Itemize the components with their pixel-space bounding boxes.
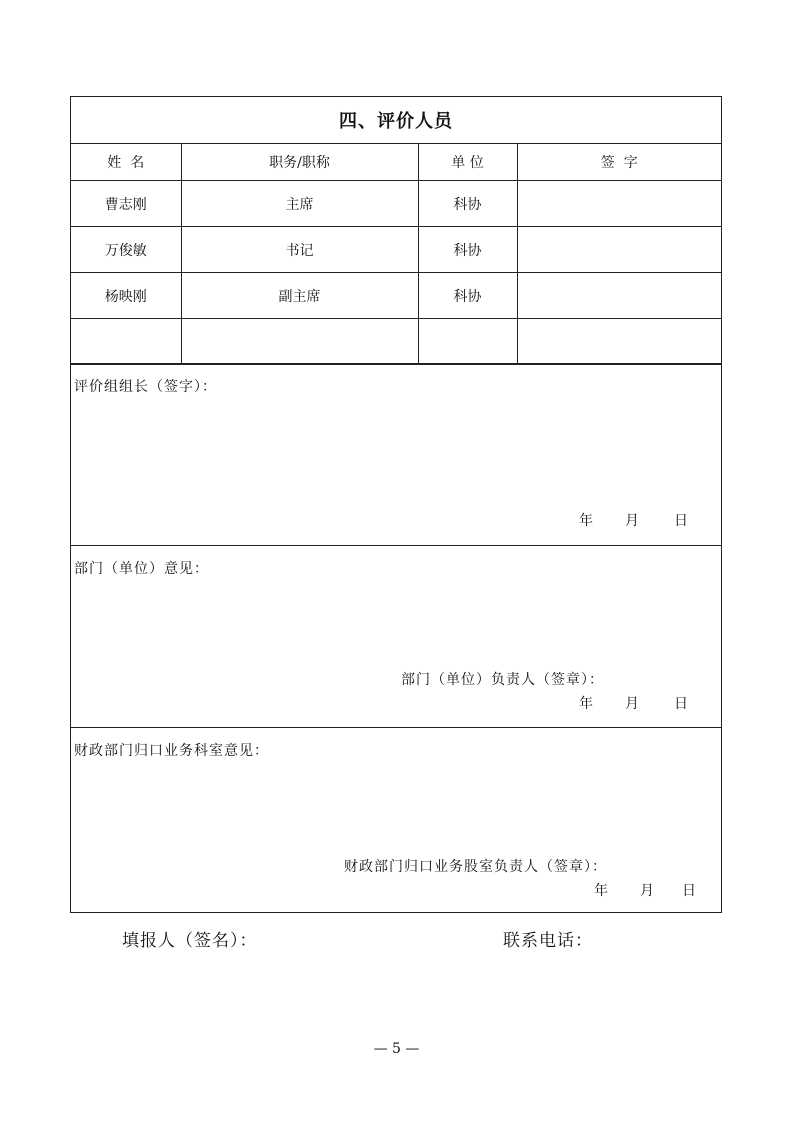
date-month: 月 xyxy=(640,883,654,899)
cell-unit: 科协 xyxy=(418,227,517,273)
dept-label: 部门（单位）意见： xyxy=(74,561,209,577)
dept-section[interactable] xyxy=(71,545,721,727)
header-position: 职务/职称 xyxy=(181,143,418,181)
finance-label: 财政部门归口业务科室意见： xyxy=(74,743,269,759)
cell-name[interactable] xyxy=(71,319,181,365)
contact-phone-label: 联系电话： xyxy=(503,931,593,951)
table-row xyxy=(71,273,721,319)
cell-name: 杨映刚 xyxy=(71,273,181,319)
date-year: 年 xyxy=(594,883,608,899)
date-day: 日 xyxy=(674,513,688,529)
finance-section[interactable] xyxy=(71,727,721,914)
filler-signature-label: 填报人（签名）： xyxy=(122,931,258,951)
finance-signer: 财政部门归口业务股室负责人（签章）： xyxy=(344,859,607,875)
cell-unit: 科协 xyxy=(418,273,517,319)
table-row xyxy=(71,319,721,365)
staff-table xyxy=(71,143,721,365)
date-year: 年 xyxy=(579,696,593,712)
table-row xyxy=(71,181,721,227)
date-month: 月 xyxy=(625,513,639,529)
header-signature: 签 字 xyxy=(517,143,721,181)
date-day: 日 xyxy=(674,696,688,712)
date-day: 日 xyxy=(682,883,696,899)
table-row xyxy=(71,227,721,273)
date-month: 月 xyxy=(625,696,639,712)
cell-position: 书记 xyxy=(181,227,418,273)
evaluation-form xyxy=(70,96,722,913)
cell-signature[interactable] xyxy=(517,319,721,365)
section-title: 四、评价人员 xyxy=(71,97,721,144)
cell-signature[interactable] xyxy=(517,273,721,319)
cell-position[interactable] xyxy=(181,319,418,365)
header-unit: 单 位 xyxy=(418,143,517,181)
date-year: 年 xyxy=(579,513,593,529)
cell-name: 曹志刚 xyxy=(71,181,181,227)
cell-signature[interactable] xyxy=(517,181,721,227)
table-header-row xyxy=(71,143,721,181)
cell-name: 万俊敏 xyxy=(71,227,181,273)
cell-position: 副主席 xyxy=(181,273,418,319)
page-number: — 5 — xyxy=(373,1041,420,1057)
leader-label: 评价组组长（签字）： xyxy=(74,379,217,395)
cell-unit: 科协 xyxy=(418,181,517,227)
cell-signature[interactable] xyxy=(517,227,721,273)
cell-position: 主席 xyxy=(181,181,418,227)
leader-section[interactable] xyxy=(71,363,721,545)
cell-unit[interactable] xyxy=(418,319,517,365)
dept-signer: 部门（单位）负责人（签章）： xyxy=(401,672,604,688)
header-name: 姓 名 xyxy=(71,143,181,181)
